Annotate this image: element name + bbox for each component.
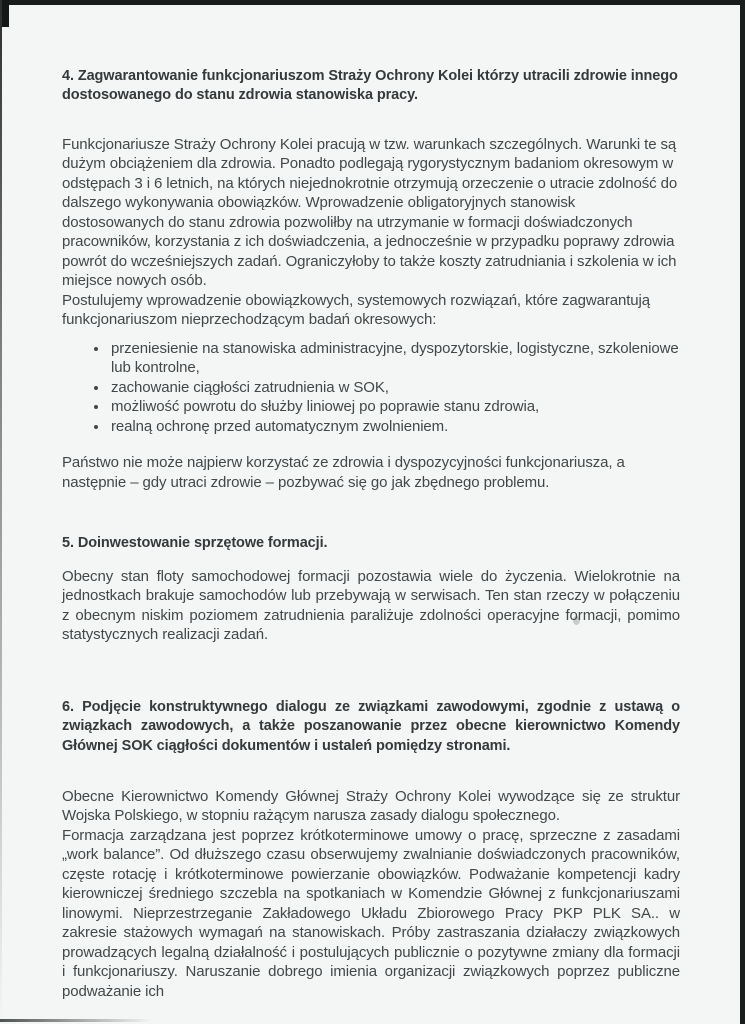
bullet-item: • zachowanie ciągłości zatrudnienia w SOK, bbox=[109, 378, 680, 398]
section-6-heading: 6. Podjęcie konstruktywnego dialogu ze związkami zawodowymi, zgodnie z ustawą o związkach zawodowych, a także poszanowanie przez obecne kierownictwo Komendy Głównej SOK ciągłości dokumentów i ustaleń pomiędzy stronami. bbox=[62, 698, 680, 754]
scan-edge-right bbox=[740, 0, 745, 1024]
bullet-item: • przeniesienie na stanowiska administracyjne, dyspozytorskie, logistyczne, szkoleniowe lub kontrolne, bbox=[109, 339, 680, 378]
section-6-paragraph-2: Formacja zarządzana jest poprzez krótkoterminowe umowy o pracę, sprzeczne z zasadami „work balance”. Od dłuższego czasu obserwujemy zwalnianie doświadczonych pracowników, częste rotację i krótkoterminowe powierzanie obowiązków. Podważanie kompetencji kadry kierowniczej średniego szczebla na spotkaniach w Komendzie Głównej z funkcjonariuszami linowymi. Nieprzestrzeganie Zakładowego Układu Zbiorowego Pracy PKP PLK SA.. w zakresie stażowych wymagań na stanowiskach. Próby zastraszania działaczy związkowych prowadzących legalną działalność i postulujących publicznie o pozytywne zmiany dla formacji i funkcjonariuszy. Naruszanie dobrego imienia organizacji związkowych poprzez publiczne podważanie ich bbox=[62, 826, 680, 1000]
section-5-heading: 5. Doinwestowanie sprzętowe formacji. bbox=[62, 535, 328, 552]
section-5-paragraph: Obecny stan floty samochodowej formacji pozostawia wiele do życzenia. Wielokrotnie na jednostkach brakuje samochodów lub przebywają w serwisach. Ten stan rzeczy w połączeniu z obecnym niskim poziomem zatrudnienia paraliżuje zdolności operacyjne formacji, pomimo statystycznych realizacji zadań. bbox=[62, 567, 680, 644]
section-4-paragraph-2: Postulujemy wprowadzenie obowiązkowych, systemowych rozwiązań, które zagwarantują funkcjonariuszom nieprzechodzącym badań okresowych: bbox=[62, 291, 651, 329]
section-4-closing-paragraph: Państwo nie może najpierw korzystać ze zdrowia i dyspozycyjności funkcjonariusza, a następnie – gdy utraci zdrowie – pozbywać się go jak zbędnego problemu. bbox=[62, 454, 625, 491]
document-text-column bbox=[62, 0, 680, 1001]
bullet-item: • realną ochronę przed automatycznym zwolnieniem. bbox=[109, 417, 680, 437]
section-6-paragraph-1: Obecne Kierownictwo Komendy Głównej Straży Ochrony Kolei wywodzące się ze struktur Wojska Polskiego, w stopniu rażącym narusza zasady dialogu społecznego. bbox=[62, 787, 680, 825]
scan-streak-bottom-left bbox=[0, 1019, 152, 1022]
section-4-paragraph-1: Funkcjonariusze Straży Ochrony Kolei pracują w tzw. warunkach szczególnych. Warunki te są dużym obciążeniem dla zdrowia. Ponadto podlegają rygorystycznym badaniom okresowym w odstępach 3 i 6 letnich, na których niejednokrotnie otrzymują orzeczenie o utracie zdolność do dalszego wykonywania obowiązków. Wprowadzenie obligatoryjnych stanowisk dostosowanych do stanu zdrowia pozwoliłby na utrzymanie w formacji doświadczonych pracowników, korzystania z ich doświadczenia, a jednocześnie w przypadku poprawy zdrowia powrót do wcześniejszych zadań. Ograniczyłoby to także koszty zatrudniania i szkolenia w ich miejsce nowych osób. bbox=[62, 135, 678, 290]
section-4-heading: 4. Zagwarantowanie funkcjonariuszom Straży Ochrony Kolei którzy utracili zdrowie innego dostosowanego do stanu zdrowia stanowiska pracy. bbox=[62, 68, 678, 104]
section-4-bullet-list bbox=[62, 339, 680, 437]
scan-edge-left bbox=[0, 0, 2, 1024]
bullet-item: • możliwość powrotu do służby liniowej po poprawie stanu zdrowia, bbox=[109, 397, 680, 417]
